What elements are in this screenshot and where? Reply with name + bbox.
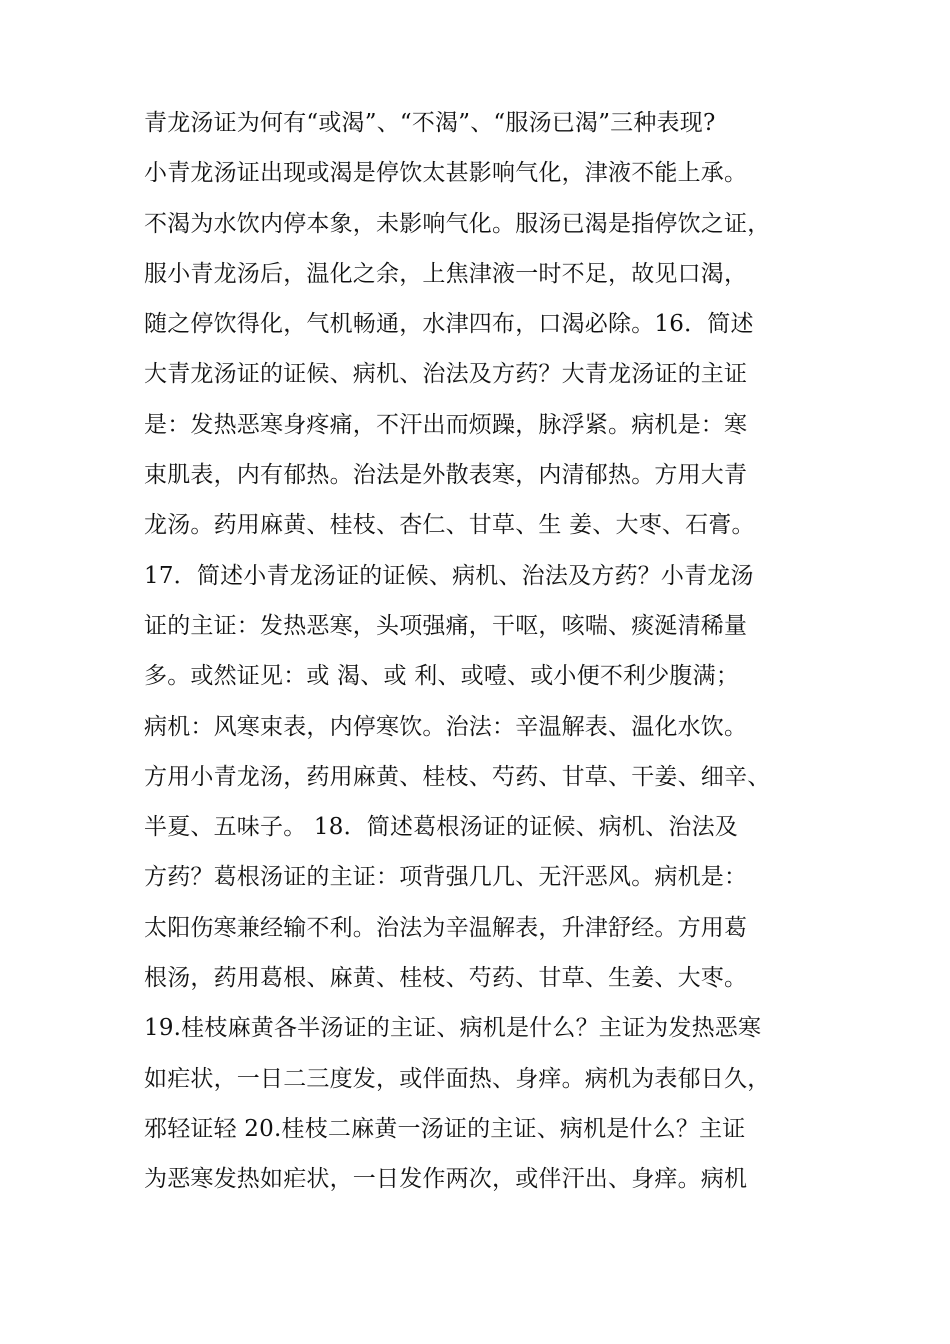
- text-line: 为恶寒发热如疟状，一日发作两次，或伴汗出、身痒。病机: [144, 1166, 748, 1193]
- text-line: 太阳伤寒兼经输不利。治法为辛温解表，升津舒经。方用葛: [144, 914, 748, 941]
- text-line: 方药？葛根汤证的主证：项背强几几、无汗恶风。病机是：: [144, 864, 748, 891]
- text-line: 19.桂枝麻黄各半汤证的主证、病机是什么？主证为发热恶寒: [144, 1015, 762, 1042]
- text-line: 根汤，药用葛根、麻黄、桂枝、芍药、甘草、生姜、大枣。: [144, 965, 748, 992]
- text-line: 不渴为水饮内停本象，未影响气化。服汤已渴是指停饮之证，: [144, 210, 771, 237]
- text-line: 证的主证：发热恶寒，头项强痛，干呕，咳喘、痰涎清稀量: [144, 612, 748, 639]
- text-line: 龙汤。药用麻黄、桂枝、杏仁、甘草、生 姜、大枣、石膏。: [144, 512, 755, 539]
- text-line: 半夏、五味子。 18．简述葛根汤证的证候、病机、治法及: [144, 814, 738, 841]
- text-line: 邪轻证轻 20.桂枝二麻黄一汤证的主证、病机是什么？主证: [144, 1115, 746, 1142]
- text-line: 病机：风寒束表，内停寒饮。治法：辛温解表、温化水饮。: [144, 713, 748, 740]
- text-line: 随之停饮得化，气机畅通，水津四布，口渴必除。16．简述: [144, 311, 754, 338]
- text-line: 是：发热恶寒身疼痛，不汗出而烦躁，脉浮紧。病机是：寒: [144, 411, 748, 438]
- text-line: 青龙汤证为何有“或渴”、“不渴”、“服汤已渴”三种表现?: [144, 110, 716, 136]
- text-line: 如疟状，一日二三度发，或伴面热、身痒。病机为表郁日久，: [144, 1065, 771, 1092]
- text-line: 束肌表，内有郁热。治法是外散表寒，内清郁热。方用大青: [144, 462, 748, 489]
- text-line: 服小青龙汤后，温化之余，上焦津液一时不足，故见口渴，: [144, 260, 748, 287]
- text-line: 大青龙汤证的证候、病机、治法及方药？大青龙汤证的主证: [144, 361, 748, 388]
- text-line: 多。或然证见：或 渴、或 利、或噎、或小便不利少腹满；: [144, 663, 740, 690]
- text-line: 方用小青龙汤，药用麻黄、桂枝、芍药、甘草、干姜、细辛、: [144, 763, 771, 790]
- text-line: 小青龙汤证出现或渴是停饮太甚影响气化，津液不能上承。: [144, 160, 748, 187]
- body-text: [144, 98, 834, 1205]
- text-line: 17．简述小青龙汤证的证候、病机、治法及方药？小青龙汤: [144, 562, 754, 589]
